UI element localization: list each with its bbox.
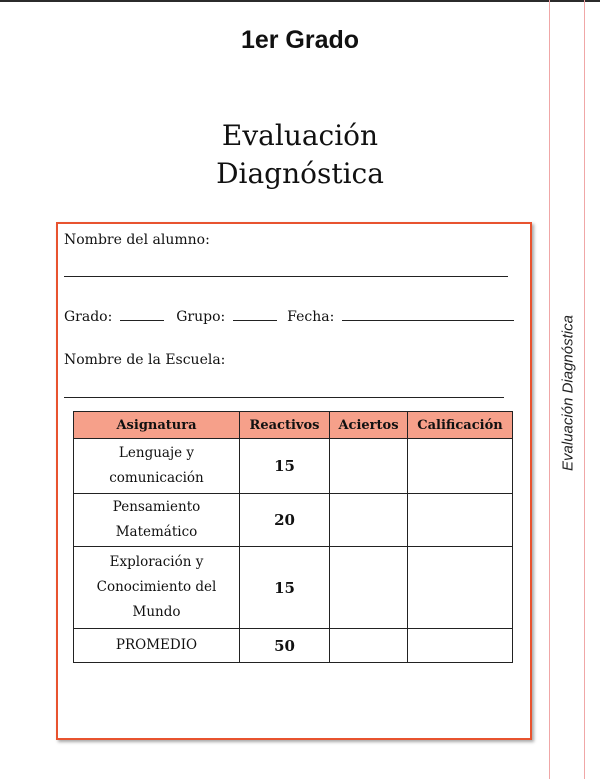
grade-group-date-row bbox=[64, 306, 514, 325]
correct-cell[interactable] bbox=[330, 547, 408, 629]
date-field[interactable] bbox=[342, 306, 514, 321]
subject-cell bbox=[74, 547, 240, 629]
title-line-1: Evaluación bbox=[221, 119, 379, 152]
items-cell: 15 bbox=[240, 547, 330, 629]
group-field[interactable] bbox=[233, 306, 277, 321]
grade-heading: 1er Grado bbox=[240, 26, 360, 54]
items-cell: 20 bbox=[240, 494, 330, 547]
items-cell: 15 bbox=[240, 439, 330, 494]
subject-line: Mundo bbox=[132, 604, 181, 620]
school-name-label: Nombre de la Escuela: bbox=[64, 352, 226, 368]
grade-field[interactable] bbox=[120, 306, 164, 321]
subject-cell bbox=[74, 494, 240, 547]
results-table bbox=[73, 411, 513, 663]
grade-cell[interactable] bbox=[408, 629, 513, 663]
header-correct: Aciertos bbox=[330, 412, 408, 439]
correct-cell[interactable] bbox=[330, 494, 408, 547]
header-items: Reactivos bbox=[240, 412, 330, 439]
table-row bbox=[74, 629, 513, 663]
items-cell: 50 bbox=[240, 629, 330, 663]
side-label: Evaluación Diagnóstica bbox=[559, 315, 577, 471]
table-header-row bbox=[74, 412, 513, 439]
student-name-line[interactable] bbox=[64, 276, 508, 277]
subject-line: PROMEDIO bbox=[115, 637, 198, 653]
grade-cell[interactable] bbox=[408, 547, 513, 629]
grade-label: Grado: bbox=[64, 309, 113, 325]
table-row bbox=[74, 547, 513, 629]
student-name-label: Nombre del alumno: bbox=[64, 232, 210, 248]
table-row bbox=[74, 494, 513, 547]
subject-cell bbox=[74, 629, 240, 663]
subject-line: Pensamiento bbox=[112, 499, 201, 515]
subject-line: Lenguaje y bbox=[118, 445, 195, 461]
group-label: Grupo: bbox=[176, 309, 226, 325]
school-name-line[interactable] bbox=[64, 397, 504, 398]
title-line-2: Diagnóstica bbox=[216, 157, 384, 190]
subject-line: comunicación bbox=[109, 470, 204, 486]
header-grade: Calificación bbox=[408, 412, 513, 439]
correct-cell[interactable] bbox=[330, 439, 408, 494]
date-label: Fecha: bbox=[287, 309, 335, 325]
subject-line: Matemático bbox=[115, 524, 198, 540]
correct-cell[interactable] bbox=[330, 629, 408, 663]
subject-cell bbox=[74, 439, 240, 494]
document-title bbox=[0, 117, 600, 193]
top-rule bbox=[0, 0, 600, 2]
header-subject: Asignatura bbox=[74, 412, 240, 439]
grade-cell[interactable] bbox=[408, 439, 513, 494]
grade-cell[interactable] bbox=[408, 494, 513, 547]
subject-line: Exploración y bbox=[109, 554, 204, 570]
table-row bbox=[74, 439, 513, 494]
subject-line: Conocimiento del bbox=[96, 579, 217, 595]
